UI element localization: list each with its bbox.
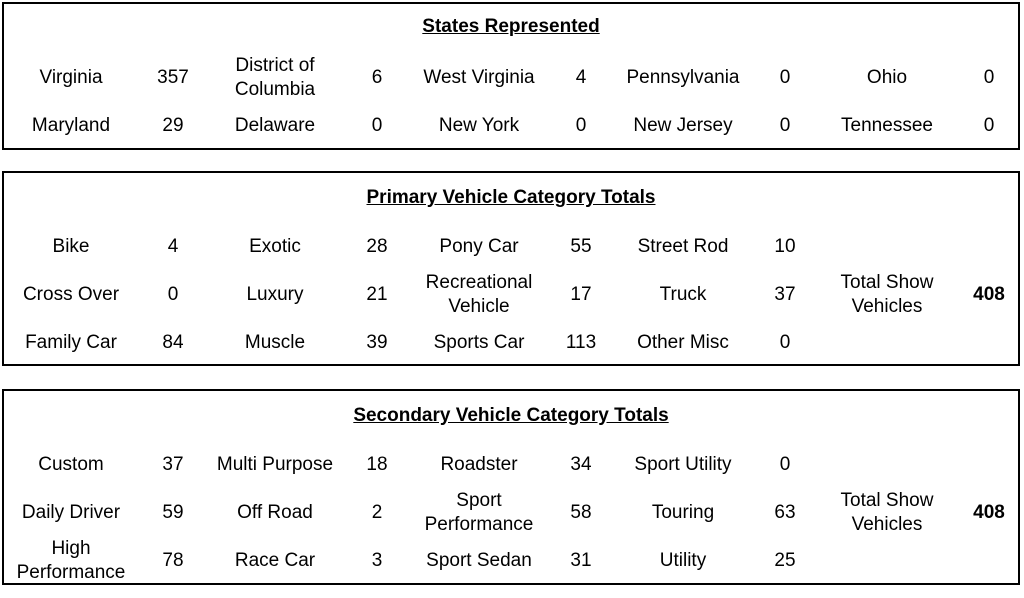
category-count: 21 (366, 284, 388, 305)
category-name: Recreational Vehicle (425, 272, 533, 317)
total-show-vehicles-label: Total Show Vehicles (840, 490, 934, 535)
category-count: 3 (371, 550, 383, 571)
state-name: New Jersey (633, 115, 733, 136)
category-name: Touring (651, 502, 715, 523)
primary-title: Primary Vehicle Category Totals (366, 187, 656, 208)
state-count: 0 (779, 115, 791, 136)
category-name: Off Road (237, 502, 313, 523)
category-name: Pony Car (439, 236, 519, 257)
category-name: Street Rod (637, 236, 729, 257)
state-name: Maryland (31, 115, 111, 136)
states-title: States Represented (422, 16, 600, 37)
secondary-grid (6, 441, 1018, 585)
state-count: 6 (371, 67, 383, 88)
category-count: 78 (162, 550, 184, 571)
category-name: Custom (38, 454, 104, 475)
secondary-title: Secondary Vehicle Category Totals (353, 405, 669, 426)
category-count: 0 (167, 284, 179, 305)
category-name: Race Car (234, 550, 316, 571)
state-count: 0 (779, 67, 791, 88)
category-count: 2 (371, 502, 383, 523)
state-name: Delaware (234, 115, 316, 136)
state-count: 0 (983, 115, 995, 136)
category-count: 37 (774, 284, 796, 305)
category-name: Other Misc (637, 332, 729, 353)
category-name: Truck (659, 284, 707, 305)
category-count: 34 (570, 454, 592, 475)
category-count: 59 (162, 502, 184, 523)
total-show-vehicles-label: Total Show Vehicles (840, 272, 934, 317)
category-count: 28 (366, 236, 388, 257)
category-count: 0 (779, 454, 791, 475)
state-name: West Virginia (423, 67, 535, 88)
category-name: Family Car (25, 332, 117, 353)
state-name: New York (438, 115, 520, 136)
category-name: Roadster (440, 454, 518, 475)
state-name: Pennsylvania (626, 67, 740, 88)
category-count: 0 (779, 332, 791, 353)
state-name: Tennessee (841, 115, 933, 136)
category-count: 84 (162, 332, 184, 353)
category-name: Multi Purpose (216, 454, 334, 475)
state-name: District of Columbia (234, 55, 316, 100)
states-represented-panel (2, 2, 1020, 150)
primary-grid (6, 223, 1018, 367)
category-count: 18 (366, 454, 388, 475)
primary-category-panel (2, 171, 1020, 366)
category-name: Sport Sedan (426, 550, 532, 571)
total-show-vehicles-value: 408 (973, 502, 1005, 523)
state-count: 0 (575, 115, 587, 136)
state-count: 0 (983, 67, 995, 88)
category-name: Daily Driver (21, 502, 121, 523)
category-count: 58 (570, 502, 592, 523)
category-name: Sport Performance (424, 490, 534, 535)
state-count: 4 (575, 67, 587, 88)
category-count: 63 (774, 502, 796, 523)
category-count: 10 (774, 236, 796, 257)
state-name: Virginia (39, 67, 103, 88)
category-count: 4 (167, 236, 179, 257)
state-count: 357 (157, 67, 189, 88)
total-show-vehicles-value: 408 (973, 284, 1005, 305)
state-count: 0 (371, 115, 383, 136)
category-name: Bike (52, 236, 90, 257)
category-count: 31 (570, 550, 592, 571)
secondary-category-panel (2, 389, 1020, 585)
category-count: 17 (570, 284, 592, 305)
category-name: Sport Utility (634, 454, 732, 475)
category-name: High Performance (16, 538, 126, 583)
category-count: 37 (162, 454, 184, 475)
states-grid (6, 54, 1018, 150)
category-name: Sports Car (433, 332, 525, 353)
category-count: 113 (565, 332, 597, 353)
state-count: 29 (162, 115, 184, 136)
category-count: 25 (774, 550, 796, 571)
category-name: Utility (659, 550, 707, 571)
category-name: Exotic (249, 236, 301, 257)
category-name: Luxury (246, 284, 304, 305)
category-count: 39 (366, 332, 388, 353)
category-count: 55 (570, 236, 592, 257)
state-name: Ohio (866, 67, 908, 88)
category-name: Muscle (244, 332, 306, 353)
category-name: Cross Over (22, 284, 120, 305)
